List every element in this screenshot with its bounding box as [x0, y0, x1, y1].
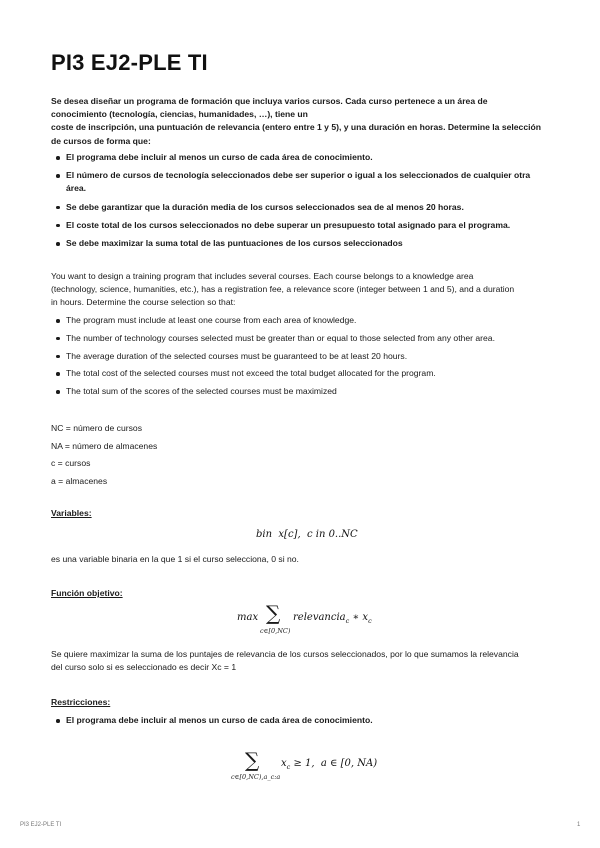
objective-tail-subscript: c [368, 617, 372, 625]
variables-heading: Variables: [51, 508, 92, 518]
page-title: PI3 EJ2-PLE TI [51, 50, 208, 75]
constraints-list [51, 714, 551, 727]
english-intro-line: in hours. Determine the course selection so that: [51, 297, 236, 308]
list-item: El coste total de los cursos seleccionados no debe superar un presupuesto total asignado para el programa. [51, 219, 551, 232]
summation-subscript: c∈[0,NC) [260, 627, 291, 635]
definition-line: a = almacenes [51, 475, 108, 486]
footer-title: PI3 EJ2-PLE TI [20, 822, 62, 828]
list-item-text: área. [66, 183, 87, 194]
objective-term-subscript: c [345, 617, 350, 625]
page-number: 1 [577, 822, 581, 828]
spanish-intro [51, 95, 551, 148]
spanish-intro-line: Se desea diseñar un programa de formación que incluya varios cursos. Cada curso pertenece a un área de [51, 96, 488, 106]
summation-symbol: ∑ [245, 748, 260, 772]
variables-description: es una variable binaria en la que 1 si el curso selecciona, 0 si no. [51, 554, 299, 564]
constraint-term [281, 758, 377, 771]
objective-term-tail: ∗ x [349, 612, 369, 623]
english-intro [51, 270, 551, 310]
constraint-variable: x [281, 758, 287, 769]
objective-description-line: Se quiere maximizar la suma de los puntajes de relevancia de los cursos seleccionados, por lo que sumamos la relevancia [51, 649, 519, 659]
constraint-formula [231, 750, 431, 786]
list-item: El programa debe incluir al menos un curso de cada área de conocimiento. [51, 151, 551, 164]
spanish-requirements-list [51, 151, 551, 255]
spanish-intro-line: coste de inscripción, una puntuación de relevancia (entero entre 1 y 5), y una duración en horas. Determine la selección [51, 122, 541, 133]
english-intro-line: You want to design a training program that includes several courses. Each course belongs to a knowledge area [51, 271, 474, 281]
list-item: The total cost of the selected courses must not exceed the total budget allocated for the program. [51, 367, 551, 380]
english-intro-line: (technology, science, humanities, etc.), has a registration fee, a relevance score (integer between 1 and 5), and a duration [51, 284, 515, 295]
spanish-intro-line: de cursos de forma que: [51, 135, 151, 146]
variables-formula: bin x[c], c in 0..NC [256, 529, 358, 540]
max-operator: max [237, 612, 259, 623]
list-item: The number of technology courses selected must be greater than or equal to those selected from any other area. [51, 332, 551, 345]
definition-line: NC = número de cursos [51, 423, 142, 433]
definition-line: c = cursos [51, 458, 91, 469]
constraint-inequality: ≥ 1, a ∈ [0, NA) [290, 758, 378, 769]
constraint-variable-subscript: c [286, 763, 291, 771]
objective-term-name: relevancia [293, 612, 346, 623]
definition-line: NA = número de almacenes [51, 440, 158, 451]
list-item: The average duration of the selected courses must be guaranteed to be at least 20 hours. [51, 350, 551, 363]
list-item [51, 169, 551, 195]
objective-term [293, 612, 372, 625]
english-requirements-list [51, 314, 551, 403]
summation-subscript: c∈[0,NC),a_c:a [231, 773, 281, 781]
definitions-list [51, 420, 551, 490]
constraints-heading: Restricciones: [51, 697, 111, 707]
list-item: The total sum of the scores of the selected courses must be maximized [51, 385, 551, 398]
objective-formula [237, 603, 437, 639]
objective-description [51, 648, 551, 674]
list-item: The program must include at least one course from each area of knowledge. [51, 314, 551, 327]
objective-heading: Función objetivo: [51, 588, 123, 598]
summation-symbol: ∑ [266, 601, 281, 625]
list-item: El programa debe incluir al menos un curso de cada área de conocimiento. [51, 714, 551, 727]
list-item-text: El número de cursos de tecnología seleccionados debe ser superior o igual a los seleccionados de cualquier otra [66, 170, 531, 181]
objective-description-line: del curso solo si es seleccionado es decir Xc = 1 [51, 662, 237, 673]
list-item: Se debe garantizar que la duración media de los cursos seleccionados sea de al menos 20 horas. [51, 201, 551, 214]
list-item: Se debe maximizar la suma total de las puntuaciones de los cursos seleccionados [51, 237, 551, 250]
spanish-intro-line: conocimiento (tecnología, ciencias, humanidades, …), tiene un [51, 109, 308, 120]
